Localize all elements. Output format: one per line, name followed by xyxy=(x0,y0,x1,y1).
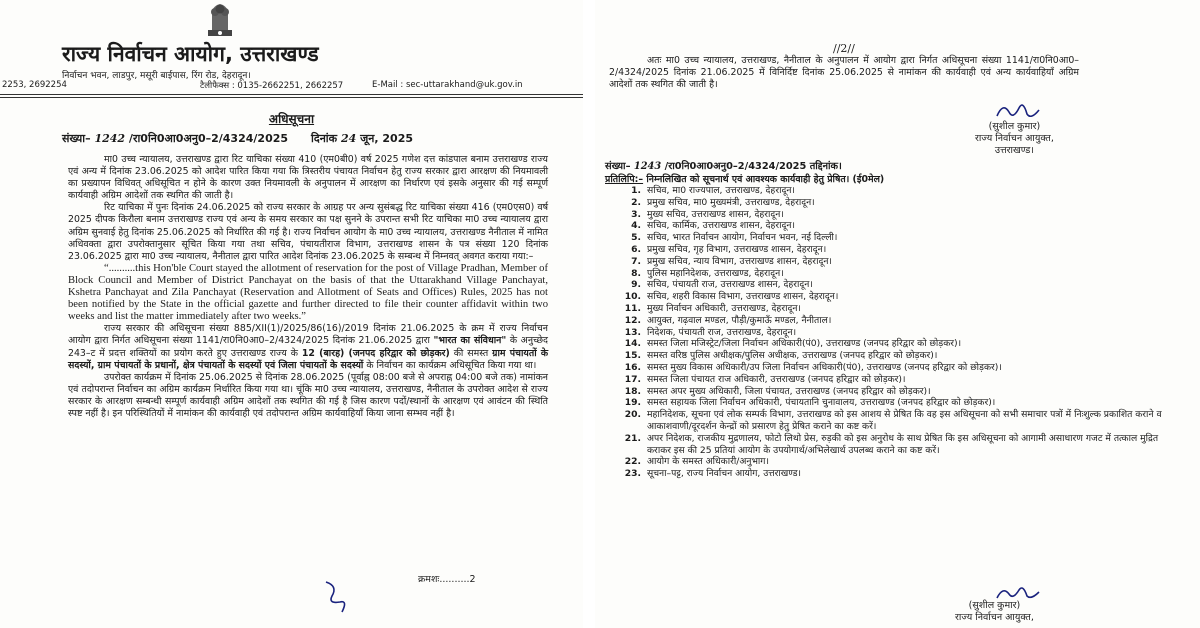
recipient-item xyxy=(623,315,1168,327)
recipient-number: 8. xyxy=(631,267,641,279)
recipient-text: समस्त सहायक जिला निर्वाचन अधिकारी, पंचायतानि चुनावालय, उत्तराखण्ड (जनपद हरिद्वार को छोड़कर)। xyxy=(647,397,996,409)
recipient-number: 14. xyxy=(624,338,641,350)
paragraph-2: रिट याचिका में पुनः दिनांक 24.06.2025 को राज्य सरकार के आग्रह पर अन्य सुसंबद्ध रिट याचिका संख्या 416 (एम0एस0) वर्ष 2025 दीपक किरौला बनाम उत्तराखण्ड राज्य एवं अन्य के समय सरकार का पक्ष सुनने के उपरान्त सभी रिट याचिका मा0 उच्च न्यायालय द्वारा अग्रिम सुनवाई हेतु दिनांक 25.06.2025 को निर्धारित की गई है। राज्य निर्वाचन आयोग के मा0 उच्च न्यायालय, उत्तराखण्ड नैनीताल में नामित अधिवक्ता द्वारा उपरोक्तानुसार सूचित किया गया तथा सचिव, पंचायतीराज विभाग, उत्तराखण्ड शासन के पत्र संख्या 120 दिनांक 23.06.2025 द्वारा मा0 उच्च न्यायालय, नैनीताल द्वारा पारित आदेश दिनांक 23.06.2025 के सम्बन्ध में निम्नवत् अवगत कराया गया:– xyxy=(68,202,548,262)
contact-row xyxy=(0,80,583,92)
recipient-item xyxy=(623,338,1168,350)
date-day-handwritten: 24 xyxy=(340,132,357,145)
recipient-list xyxy=(623,185,1168,480)
recipient-item xyxy=(623,209,1168,221)
notification-page-2 xyxy=(595,0,1200,628)
recipient-text: सचिव, कार्मिक, उत्तराखण्ड शासन, देहरादून। xyxy=(647,220,795,232)
recipient-item xyxy=(623,397,1168,409)
signer2-designation: राज्य निर्वाचन आयुक्त, xyxy=(955,612,1034,623)
recipient-text: महानिदेशक, सूचना एवं लोक सम्पर्क विभाग, उत्तराखण्ड को इस आशय से प्रेषित कि वह इस अधिसूचना को सभी समाचार पत्रों में निःशुल्क प्रकाशित कराने व आकाशवाणी/दूरदर्शन केन्द्रों को प्रसारण हेतु प्रेषित कराने का कष्ट करें। xyxy=(647,409,1162,432)
recipient-text: सचिव, पंचायती राज, उत्तराखण्ड शासन, देहरादून। xyxy=(647,279,813,291)
recipient-text: आयोग के समस्त अधिकारी/अनुभाग। xyxy=(647,456,769,468)
recipient-text: समस्त मुख्य विकास अधिकारी/उप जिला निर्वाचन अधिकारी(पं0), उत्तराखण्ड (जनपद हरिद्वार को छोड़कर)। xyxy=(647,361,1002,373)
recipient-item xyxy=(623,197,1168,209)
org-address: निर्वाचन भवन, लाडपुर, मसूरी बाईपास, रिंग रोड, देहरादून। xyxy=(62,71,251,81)
continued-marker: क्रमशः..........2 xyxy=(418,574,476,585)
signer2-name: (सुशील कुमार) xyxy=(968,600,1021,611)
signer-state: उत्तराखण्ड। xyxy=(994,145,1034,156)
recipient-number: 17. xyxy=(624,373,641,385)
paragraph-4: उपरोक्त कार्यक्रम में दिनांक 25.06.2025 से दिनांक 28.06.2025 (पूर्वाह्न 08:00 बजे से अपराह्न 04:00 बजे तक) नामांकन एवं तदोपरान्त निर्वाचन का अग्रिम कार्यक्रम निर्धारित किया गया था। चूंकि मा0 उच्च न्यायालय, उत्तराखण्ड, नैनीताल के उपरोक्त आदेश से राज्य सरकार के आरक्षण सम्बन्धी सम्पूर्ण कार्यवाही अग्रिम आदेशों तक स्थगित की गई है जिस कारण पदों/स्थानों के आरक्षण एवं आवंटन की स्थिति स्पष्ट नहीं है। इन परिस्थितियों में नामांकन की कार्यवाही एवं तदोपरान्त अग्रिम कार्यवाहियाँ किया जाना सम्भव नहीं है। xyxy=(68,371,548,419)
recipient-number: 21. xyxy=(624,432,641,444)
recipient-number: 4. xyxy=(631,220,641,232)
recipient-item xyxy=(623,468,1168,480)
recipient-number: 6. xyxy=(631,243,641,255)
recipient-text: निदेशक, पंचायती राज, उत्तराखण्ड, देहरादून। xyxy=(647,326,797,338)
page-number: //2// xyxy=(833,42,855,55)
recipient-number: 1. xyxy=(631,185,641,196)
recipient-text: प्रमुख सचिव, मा0 मुख्यमंत्री, उत्तराखण्ड, देहरादून। xyxy=(647,196,815,208)
recipient-text: प्रमुख सचिव, न्याय विभाग, उत्तराखण्ड शासन, देहरादून। xyxy=(647,255,832,267)
signature-block-2 xyxy=(955,600,1034,624)
copy-to-line xyxy=(605,172,884,185)
recipient-number: 12. xyxy=(624,314,641,326)
notification-heading: अधिसूचना xyxy=(268,112,315,126)
recipient-number: 16. xyxy=(624,361,641,373)
initial-signature-icon xyxy=(318,578,358,618)
ref-prefix: संख्या– xyxy=(62,132,91,145)
recipient-number: 11. xyxy=(624,302,641,314)
email: E-Mail : sec-uttarakhand@uk.gov.in xyxy=(372,80,523,90)
recipient-item xyxy=(623,232,1168,244)
paragraph-1: मा0 उच्च न्यायालय, उत्तराखण्ड द्वारा रिट याचिका संख्या 410 (एम0बी0) वर्ष 2025 गणेश दत्त कांडपाल बनाम उत्तराखण्ड राज्य एवं अन्य में दिनांक 23.06.2025 को आदेश पारित किया गया कि त्रिस्तरीय पंचायत निर्वाचन हेतु राज्य सरकार द्वारा आरक्षण की नियमावली का प्रख्यापन विधिवत् अधिसूचित न होने के कारण उक्त नियमावली के अनुपालन में आरक्षण का निर्धारण एवं इसके अनुसार की गई सम्पूर्ण कार्यवाही अग्रिम आदेशों तक स्थगित की जाती है। xyxy=(68,154,548,202)
cc-label: प्रतिलिपि:– xyxy=(605,174,644,185)
recipient-item xyxy=(623,386,1168,398)
header-divider xyxy=(0,94,583,95)
org-title: राज्य निर्वाचन आयोग, उत्तराखण्ड xyxy=(62,42,319,66)
recipient-text: प्रमुख सचिव, गृह विभाग, उत्तराखण्ड शासन, देहरादून। xyxy=(647,243,827,255)
recipient-item xyxy=(623,362,1168,374)
ref2-number-handwritten: 1243 xyxy=(633,161,662,172)
date-label: दिनांक xyxy=(311,132,338,145)
paragraph-3: राज्य सरकार की अधिसूचना संख्या 885/XII(1)/2025/86(16)/2019 दिनांक 21.06.2025 के क्रम में राज्य निर्वाचन आयोग द्वारा निर्गत अधिसूचना संख्या 1141/रा0नि0आ0–2/4324/2025 दिनांक 21.06.2025 द्वारा "भारत का संविधान" के अनुच्छेद 243–ट में प्रदत्त शक्तियों का प्रयोग करते हुए उत्तराखण्ड राज्य के 12 (बारह) (जनपद हरिद्वार को छोड़कर) की समस्त ग्राम पंचायतों के सदस्यों, ग्राम पंचायतों के प्रधानों, क्षेत्र पंचायतों के सदस्यों एवं जिला पंचायतों के सदस्यों के निर्वाचन का कार्यक्रम अधिसूचित किया गया था। xyxy=(68,323,549,371)
page-gutter xyxy=(583,0,595,628)
notification-page-1 xyxy=(0,0,583,628)
recipient-item xyxy=(623,256,1168,268)
phone-numbers: 2253, 2692254 xyxy=(2,80,67,90)
recipient-item xyxy=(623,291,1168,303)
recipient-number: 3. xyxy=(631,208,641,220)
recipient-text: समस्त अपर मुख्य अधिकारी, जिला पंचायत, उत्तराखण्ड (जनपद हरिद्वार को छोड़कर)। xyxy=(647,385,931,397)
state-emblem-icon xyxy=(198,0,242,40)
recipient-text: पुलिस महानिदेशक, उत्तराखण्ड, देहरादून। xyxy=(647,267,784,279)
cc-text: निम्नलिखित को सूचनार्थ एवं आवश्यक कार्यवाही हेतु प्रेषित। (ई0मेल) xyxy=(646,174,885,185)
ref-code: /रा0नि0आ0अनु0–2/4324/2025 xyxy=(128,132,289,145)
recipient-item xyxy=(623,409,1168,433)
recipient-text: आयुक्त, गढ़वाल मण्डल, पौड़ी/कुमाऊँ मण्डल, नैनीताल। xyxy=(647,314,832,326)
ref-number-handwritten: 1242 xyxy=(94,132,126,145)
recipient-number: 5. xyxy=(631,232,641,244)
copy-reference-line: संख्या– 1243 /रा0नि0आ0अनु0–2/4324/2025 तद्दिनांक। xyxy=(605,161,842,172)
stay-order-paragraph: अतः मा0 उच्च न्यायालय, उत्तराखण्ड, नैनीताल के अनुपालन में आयोग द्वारा निर्गत अधिसूचना संख्या 1141/रा0नि0आ0–2/4324/2025 दिनांक 21.06.2025 में विनिर्दिष्ट दिनांक 25.06.2025 से नामांकन की कार्यवाही एवं अन्य कार्यवाहियाँ अग्रिम आदेशों तक स्थगित की जाती है। xyxy=(609,55,1079,91)
recipient-text: मुख्य सचिव, उत्तराखण्ड शासन, देहरादून। xyxy=(647,208,784,220)
recipient-number: 7. xyxy=(631,255,641,267)
recipient-number: 13. xyxy=(624,326,641,338)
date-rest: जून, 2025 xyxy=(360,132,413,145)
telefax: टैलीफैक्स : 0135-2662251, 2662257 xyxy=(200,81,344,91)
recipient-item xyxy=(623,350,1168,362)
court-order-quote: “..........this Hon'ble Court stayed the allotment of reservation for the post of Village Pradhan, Member of Block Council and Member of District Panchayat on the basis of that the Uttarakhand Village Panchayat, Kshetra Panchayat and Zila Panchayat (Reservation and Allotment of Seats and Offices) Rules, 2025 has not been notified by the State in the official gazette and further directed to file their counter affidavit within two weeks and list the matter immediately after two weeks.” xyxy=(68,262,548,323)
recipient-text: समस्त वरिष्ठ पुलिस अधीक्षक/पुलिस अधीक्षक, उत्तराखण्ड (जनपद हरिद्वार को छोड़कर)। xyxy=(647,350,938,362)
recipient-text: सचिव, शहरी विकास विभाग, उत्तराखण्ड शासन, देहरादून। xyxy=(647,291,839,303)
recipient-number: 2. xyxy=(631,196,641,208)
recipient-text: समस्त जिला पंचायत राज अधिकारी, उत्तराखण्ड (जनपद हरिद्वार को छोड़कर)। xyxy=(647,373,906,385)
recipient-item xyxy=(623,374,1168,386)
recipient-item xyxy=(623,456,1168,468)
recipient-text: सचिव, भारत निर्वाचन आयोग, निर्वाचन भवन, नई दिल्ली। xyxy=(647,232,838,244)
header-divider-thin xyxy=(0,97,583,98)
recipient-item xyxy=(623,220,1168,232)
recipient-number: 23. xyxy=(624,468,641,480)
recipient-number: 20. xyxy=(624,409,641,421)
signer-designation: राज्य निर्वाचन आयुक्त, xyxy=(975,133,1054,144)
recipient-item xyxy=(623,185,1168,197)
recipient-number: 22. xyxy=(624,456,641,468)
recipient-item xyxy=(623,433,1168,457)
recipient-number: 19. xyxy=(624,397,641,409)
signature-block-1 xyxy=(975,121,1054,157)
recipient-text: अपर निदेशक, राजकीय मुद्रणालय, फोटो लिथो प्रेस, रुड़की को इस अनुरोध के साथ प्रेषित कि इस अधिसूचना को आगामी असाधारण गजट में तत्काल मुद्रित कराकर इस की 25 प्रतियां आयोग के उपयोगार्थ/अभिलेखार्थ उपलब्ध कराने का कष्ट करें। xyxy=(647,432,1159,456)
recipient-text: सूचना–पट्ट, राज्य निर्वाचन आयोग, उत्तराखण्ड। xyxy=(647,468,802,480)
recipient-text: मुख्य निर्वाचन अधिकारी, उत्तराखण्ड, देहरादून। xyxy=(647,302,801,314)
recipient-item xyxy=(623,327,1168,339)
recipient-item xyxy=(623,244,1168,256)
signer-name: (सुशील कुमार) xyxy=(988,121,1041,132)
recipient-text: सचिव, मा0 राज्यपाल, उत्तराखण्ड, देहरादून। xyxy=(647,185,795,196)
recipient-item xyxy=(623,268,1168,280)
recipient-number: 10. xyxy=(624,291,641,303)
recipient-number: 15. xyxy=(624,350,641,362)
recipient-text: समस्त जिला मजिस्ट्रेट/जिला निर्वाचन अधिकारी(पं0), उत्तराखण्ड (जनपद हरिद्वार को छोड़कर)। xyxy=(647,338,962,350)
recipient-number: 18. xyxy=(624,385,641,397)
recipient-number: 9. xyxy=(631,279,641,291)
reference-number-line xyxy=(62,131,413,146)
recipient-item xyxy=(623,303,1168,315)
recipient-item xyxy=(623,279,1168,291)
notification-body xyxy=(68,154,548,420)
